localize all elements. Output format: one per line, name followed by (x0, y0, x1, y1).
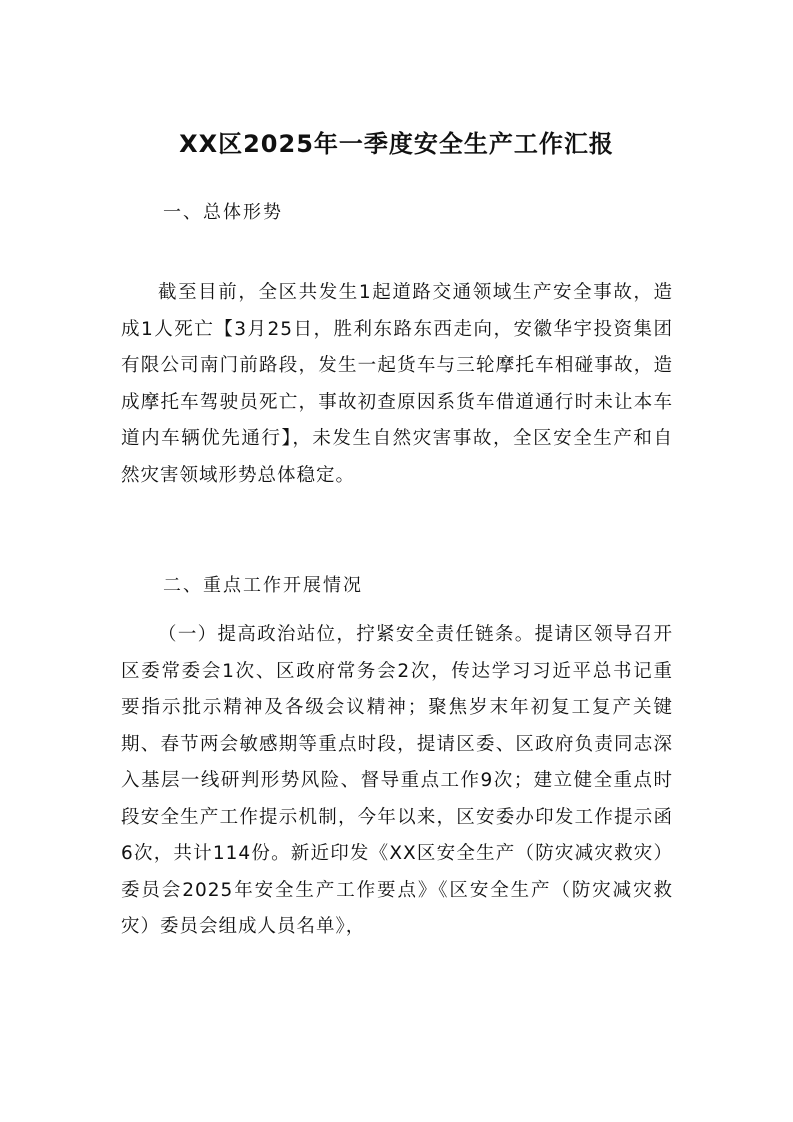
section-heading-key-work: 二、重点工作开展情况 (163, 575, 363, 596)
section-heading-overall-situation: 一、总体形势 (163, 202, 283, 223)
document-title: XX区2025年一季度安全生产工作汇报 (179, 130, 614, 158)
section-paragraph-key-work: （一）提高政治站位，拧紧安全责任链条。提请区领导召开区委常委会1次、区政府常务会2次，传达学习习近平总书记重要指示批示精神及各级会议精神；聚焦岁末年初复工复产关键期、春节两会敏感期等重点时段，提请区委、区政府负责同志深入基层一线研判形势风险、督导重点工作9次；建立健全重点时段安全生产工作提示机制，今年以来，区安委办印发工作提示函6次，共计114份。新近印发《XX区安全生产（防灾减灾救灾）委员会2025年安全生产工作要点》《区安全生产（防灾减灾救灾）委员会组成人员名单》， (121, 624, 673, 937)
section-paragraph-overall-situation: 截至目前，全区共发生1起道路交通领域生产安全事故，造成1人死亡【3月25日，胜利东路东西走向，安徽华宇投资集团有限公司南门前路段，发生一起货车与三轮摩托车相碰事故，造成摩托车驾驶员死亡，事故初查原因系货车借道通行时未让本车道内车辆优先通行】，未发生自然灾害事故，全区安全生产和自然灾害领域形势总体稳定。 (121, 282, 673, 486)
